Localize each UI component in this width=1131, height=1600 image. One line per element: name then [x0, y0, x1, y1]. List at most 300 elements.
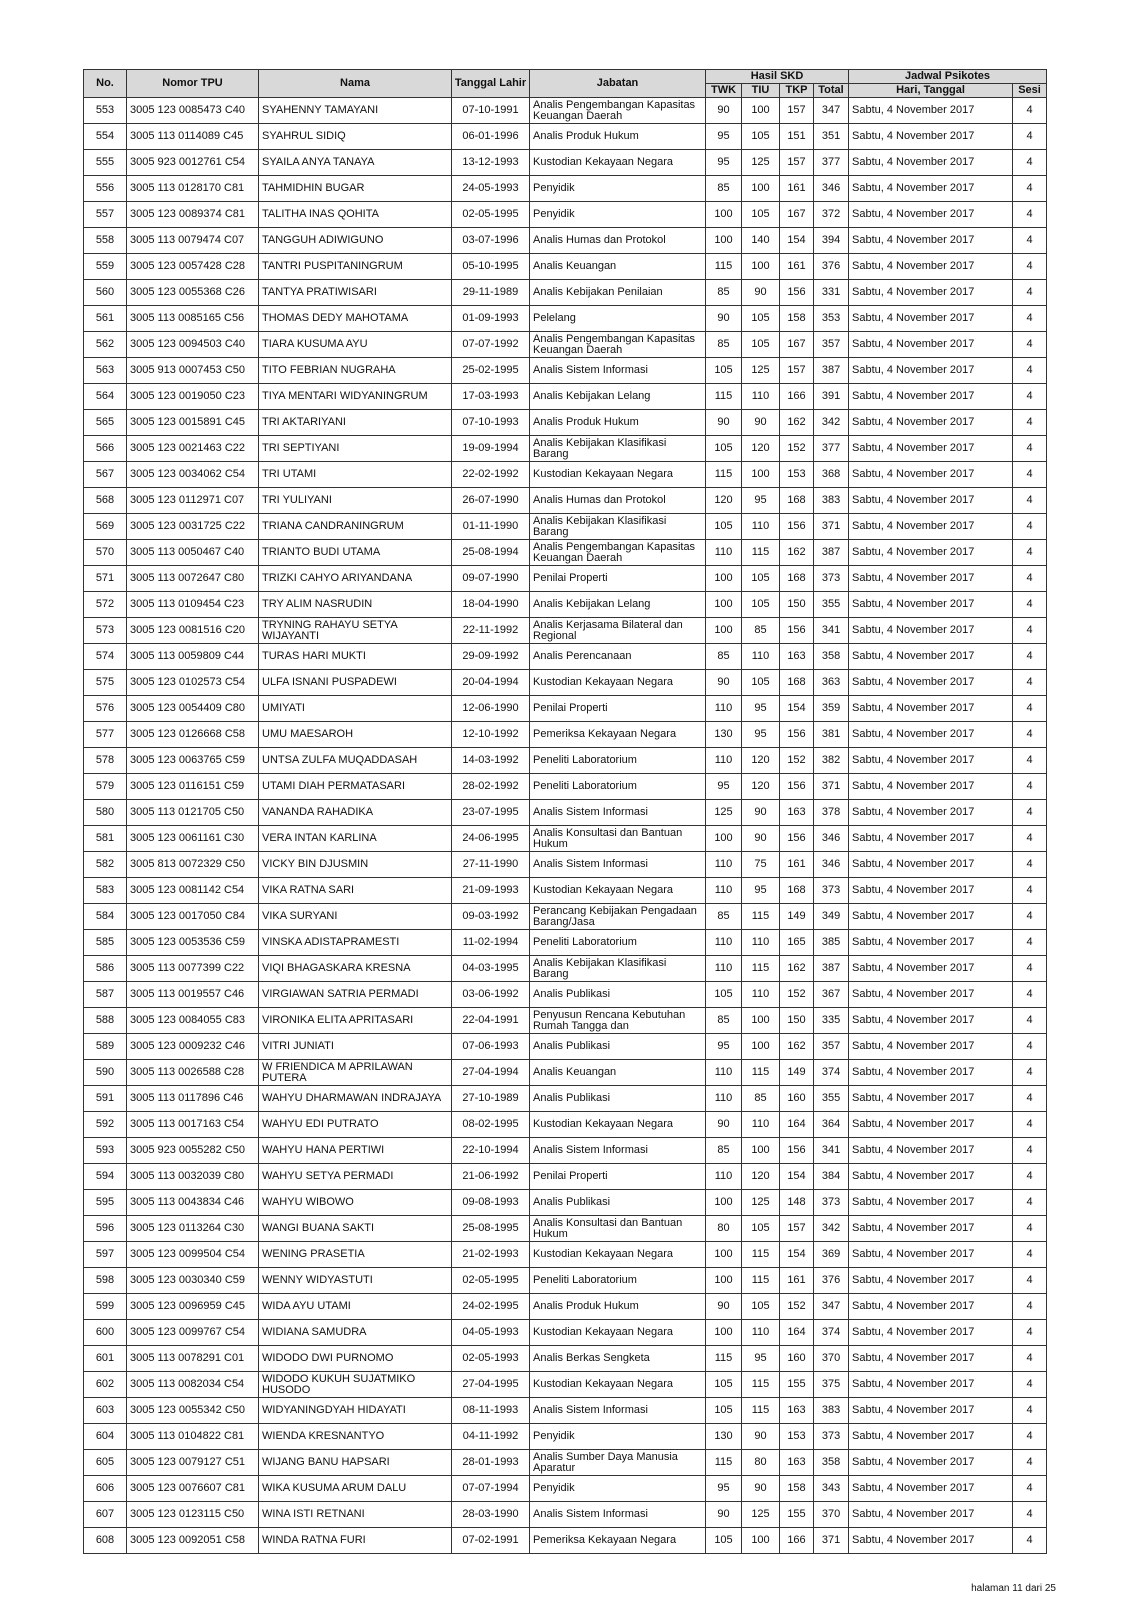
- cell-nomor-tpu: 3005 113 0121705 C50: [127, 800, 259, 826]
- cell-no: 570: [84, 540, 127, 566]
- cell-hari-tanggal: Sabtu, 4 November 2017: [849, 800, 1013, 826]
- cell-tiu: 125: [742, 150, 780, 176]
- cell-sesi: 4: [1013, 332, 1047, 358]
- cell-tiu: 110: [742, 514, 780, 540]
- cell-nomor-tpu: 3005 113 0114089 C45: [127, 124, 259, 150]
- table-row: [84, 1372, 1047, 1398]
- cell-nomor-tpu: 3005 123 0057428 C28: [127, 254, 259, 280]
- cell-twk: 105: [706, 1398, 742, 1424]
- cell-jabatan: Analis Kebijakan Lelang: [530, 384, 706, 410]
- cell-no: 606: [84, 1476, 127, 1502]
- cell-tkp: 162: [780, 956, 814, 982]
- cell-tanggal-lahir: 09-08-1993: [452, 1190, 530, 1216]
- cell-total: 371: [814, 514, 849, 540]
- cell-sesi: 4: [1013, 462, 1047, 488]
- cell-nomor-tpu: 3005 123 0017050 C84: [127, 904, 259, 930]
- cell-tiu: 105: [742, 332, 780, 358]
- table-row: [84, 488, 1047, 514]
- cell-tiu: 90: [742, 1424, 780, 1450]
- cell-sesi: 4: [1013, 150, 1047, 176]
- cell-twk: 90: [706, 410, 742, 436]
- cell-jabatan: Analis Sistem Informasi: [530, 1138, 706, 1164]
- cell-total: 358: [814, 644, 849, 670]
- cell-jabatan: Analis Pengembangan Kapasitas Keuangan Daerah: [530, 332, 706, 358]
- cell-tiu: 105: [742, 1294, 780, 1320]
- cell-twk: 115: [706, 1450, 742, 1476]
- cell-nama: WANGI BUANA SAKTI: [259, 1216, 452, 1242]
- cell-jabatan: Analis Sistem Informasi: [530, 800, 706, 826]
- cell-jabatan: Kustodian Kekayaan Negara: [530, 1112, 706, 1138]
- cell-no: 598: [84, 1268, 127, 1294]
- cell-hari-tanggal: Sabtu, 4 November 2017: [849, 384, 1013, 410]
- cell-nomor-tpu: 3005 113 0032039 C80: [127, 1164, 259, 1190]
- cell-tiu: 100: [742, 1034, 780, 1060]
- cell-tanggal-lahir: 29-09-1992: [452, 644, 530, 670]
- cell-twk: 100: [706, 228, 742, 254]
- cell-jabatan: Penyidik: [530, 202, 706, 228]
- cell-tanggal-lahir: 05-10-1995: [452, 254, 530, 280]
- cell-tiu: 115: [742, 1242, 780, 1268]
- cell-total: 358: [814, 1450, 849, 1476]
- table-row: [84, 644, 1047, 670]
- cell-hari-tanggal: Sabtu, 4 November 2017: [849, 826, 1013, 852]
- cell-jabatan: Kustodian Kekayaan Negara: [530, 150, 706, 176]
- cell-total: 335: [814, 1008, 849, 1034]
- table-row: [84, 254, 1047, 280]
- cell-no: 583: [84, 878, 127, 904]
- cell-tkp: 162: [780, 410, 814, 436]
- cell-jabatan: Pelelang: [530, 306, 706, 332]
- cell-nama: UTAMI DIAH PERMATASARI: [259, 774, 452, 800]
- cell-hari-tanggal: Sabtu, 4 November 2017: [849, 592, 1013, 618]
- cell-jabatan: Analis Sumber Daya Manusia Aparatur: [530, 1450, 706, 1476]
- cell-tanggal-lahir: 20-04-1994: [452, 670, 530, 696]
- cell-tanggal-lahir: 28-02-1992: [452, 774, 530, 800]
- cell-jabatan: Analis Berkas Sengketa: [530, 1346, 706, 1372]
- cell-no: 591: [84, 1086, 127, 1112]
- table-row: [84, 462, 1047, 488]
- cell-twk: 110: [706, 1086, 742, 1112]
- cell-nomor-tpu: 3005 113 0109454 C23: [127, 592, 259, 618]
- cell-tkp: 163: [780, 800, 814, 826]
- cell-nomor-tpu: 3005 123 0009232 C46: [127, 1034, 259, 1060]
- cell-total: 346: [814, 852, 849, 878]
- cell-nomor-tpu: 3005 123 0031725 C22: [127, 514, 259, 540]
- cell-nama: TAHMIDHIN BUGAR: [259, 176, 452, 202]
- cell-hari-tanggal: Sabtu, 4 November 2017: [849, 748, 1013, 774]
- cell-tiu: 140: [742, 228, 780, 254]
- cell-tiu: 105: [742, 566, 780, 592]
- cell-nama: TANTYA PRATIWISARI: [259, 280, 452, 306]
- cell-total: 373: [814, 1424, 849, 1450]
- cell-nama: WAHYU HANA PERTIWI: [259, 1138, 452, 1164]
- table-row: [84, 1476, 1047, 1502]
- cell-tanggal-lahir: 25-02-1995: [452, 358, 530, 384]
- cell-total: 383: [814, 1398, 849, 1424]
- cell-nomor-tpu: 3005 913 0007453 C50: [127, 358, 259, 384]
- table-row: [84, 1294, 1047, 1320]
- cell-tanggal-lahir: 27-11-1990: [452, 852, 530, 878]
- cell-tkp: 150: [780, 1008, 814, 1034]
- cell-twk: 115: [706, 1346, 742, 1372]
- cell-nama: WIJANG BANU HAPSARI: [259, 1450, 452, 1476]
- cell-tkp: 156: [780, 280, 814, 306]
- cell-hari-tanggal: Sabtu, 4 November 2017: [849, 1060, 1013, 1086]
- cell-twk: 100: [706, 566, 742, 592]
- cell-tanggal-lahir: 08-11-1993: [452, 1398, 530, 1424]
- cell-tkp: 167: [780, 332, 814, 358]
- cell-tiu: 115: [742, 1060, 780, 1086]
- cell-hari-tanggal: Sabtu, 4 November 2017: [849, 280, 1013, 306]
- cell-no: 554: [84, 124, 127, 150]
- cell-jabatan: Kustodian Kekayaan Negara: [530, 670, 706, 696]
- cell-total: 341: [814, 618, 849, 644]
- cell-sesi: 4: [1013, 1450, 1047, 1476]
- cell-total: 347: [814, 1294, 849, 1320]
- cell-sesi: 4: [1013, 1528, 1047, 1554]
- cell-tkp: 153: [780, 1424, 814, 1450]
- cell-total: 375: [814, 1372, 849, 1398]
- table-row: [84, 1086, 1047, 1112]
- cell-nomor-tpu: 3005 123 0084055 C83: [127, 1008, 259, 1034]
- cell-jabatan: Analis Kebijakan Klasifikasi Barang: [530, 514, 706, 540]
- cell-tiu: 90: [742, 410, 780, 436]
- cell-tanggal-lahir: 26-07-1990: [452, 488, 530, 514]
- cell-tkp: 157: [780, 1216, 814, 1242]
- cell-nama: WAHYU SETYA PERMADI: [259, 1164, 452, 1190]
- header-tanggal-lahir: Tanggal Lahir: [452, 70, 530, 98]
- cell-hari-tanggal: Sabtu, 4 November 2017: [849, 462, 1013, 488]
- table-row: [84, 176, 1047, 202]
- cell-nama: VIRONIKA ELITA APRITASARI: [259, 1008, 452, 1034]
- page-number: halaman 11 dari 25: [971, 1583, 1056, 1594]
- cell-no: 601: [84, 1346, 127, 1372]
- cell-tanggal-lahir: 08-02-1995: [452, 1112, 530, 1138]
- cell-tiu: 110: [742, 1112, 780, 1138]
- cell-twk: 110: [706, 540, 742, 566]
- cell-tanggal-lahir: 17-03-1993: [452, 384, 530, 410]
- cell-nomor-tpu: 3005 123 0021463 C22: [127, 436, 259, 462]
- cell-twk: 110: [706, 930, 742, 956]
- cell-tkp: 166: [780, 384, 814, 410]
- table-row: [84, 358, 1047, 384]
- cell-sesi: 4: [1013, 1294, 1047, 1320]
- cell-jabatan: Analis Sistem Informasi: [530, 1398, 706, 1424]
- cell-tiu: 105: [742, 670, 780, 696]
- cell-nomor-tpu: 3005 123 0081516 C20: [127, 618, 259, 644]
- cell-hari-tanggal: Sabtu, 4 November 2017: [849, 410, 1013, 436]
- table-row: [84, 618, 1047, 644]
- cell-nomor-tpu: 3005 123 0092051 C58: [127, 1528, 259, 1554]
- table-row: [84, 826, 1047, 852]
- table-row: [84, 1138, 1047, 1164]
- cell-total: 347: [814, 98, 849, 124]
- cell-tiu: 100: [742, 462, 780, 488]
- cell-sesi: 4: [1013, 956, 1047, 982]
- cell-total: 364: [814, 1112, 849, 1138]
- cell-sesi: 4: [1013, 1086, 1047, 1112]
- cell-hari-tanggal: Sabtu, 4 November 2017: [849, 930, 1013, 956]
- cell-twk: 90: [706, 1294, 742, 1320]
- cell-sesi: 4: [1013, 930, 1047, 956]
- cell-twk: 100: [706, 826, 742, 852]
- cell-nomor-tpu: 3005 123 0123115 C50: [127, 1502, 259, 1528]
- cell-sesi: 4: [1013, 904, 1047, 930]
- cell-tkp: 167: [780, 202, 814, 228]
- cell-tkp: 149: [780, 1060, 814, 1086]
- cell-nomor-tpu: 3005 123 0089374 C81: [127, 202, 259, 228]
- cell-sesi: 4: [1013, 1268, 1047, 1294]
- cell-hari-tanggal: Sabtu, 4 November 2017: [849, 1450, 1013, 1476]
- header-no: No.: [84, 70, 127, 98]
- cell-tanggal-lahir: 27-04-1994: [452, 1060, 530, 1086]
- cell-nama: VIKA RATNA SARI: [259, 878, 452, 904]
- cell-jabatan: Peneliti Laboratorium: [530, 1268, 706, 1294]
- cell-sesi: 4: [1013, 1008, 1047, 1034]
- cell-jabatan: Penilai Properti: [530, 696, 706, 722]
- cell-no: 573: [84, 618, 127, 644]
- cell-total: 376: [814, 1268, 849, 1294]
- cell-hari-tanggal: Sabtu, 4 November 2017: [849, 644, 1013, 670]
- table-row: [84, 592, 1047, 618]
- cell-nama: TRYNING RAHAYU SETYA WIJAYANTI: [259, 618, 452, 644]
- cell-twk: 105: [706, 1528, 742, 1554]
- cell-hari-tanggal: Sabtu, 4 November 2017: [849, 176, 1013, 202]
- cell-jabatan: Perancang Kebijakan Pengadaan Barang/Jasa: [530, 904, 706, 930]
- cell-tanggal-lahir: 09-07-1990: [452, 566, 530, 592]
- cell-tkp: 152: [780, 1294, 814, 1320]
- cell-tiu: 95: [742, 722, 780, 748]
- cell-no: 608: [84, 1528, 127, 1554]
- cell-hari-tanggal: Sabtu, 4 November 2017: [849, 1086, 1013, 1112]
- cell-jabatan: Kustodian Kekayaan Negara: [530, 462, 706, 488]
- cell-nama: VERA INTAN KARLINA: [259, 826, 452, 852]
- cell-nama: SYAHENNY TAMAYANI: [259, 98, 452, 124]
- cell-twk: 95: [706, 774, 742, 800]
- table-row: [84, 332, 1047, 358]
- cell-sesi: 4: [1013, 1164, 1047, 1190]
- cell-twk: 100: [706, 1320, 742, 1346]
- cell-twk: 110: [706, 878, 742, 904]
- cell-hari-tanggal: Sabtu, 4 November 2017: [849, 124, 1013, 150]
- cell-twk: 115: [706, 384, 742, 410]
- cell-sesi: 4: [1013, 1242, 1047, 1268]
- cell-tkp: 166: [780, 1528, 814, 1554]
- cell-tanggal-lahir: 07-10-1991: [452, 98, 530, 124]
- cell-jabatan: Penyidik: [530, 1424, 706, 1450]
- cell-sesi: 4: [1013, 852, 1047, 878]
- cell-nama: TITO FEBRIAN NUGRAHA: [259, 358, 452, 384]
- cell-nomor-tpu: 3005 123 0076607 C81: [127, 1476, 259, 1502]
- cell-hari-tanggal: Sabtu, 4 November 2017: [849, 1008, 1013, 1034]
- cell-sesi: 4: [1013, 1138, 1047, 1164]
- cell-tiu: 90: [742, 800, 780, 826]
- cell-no: 599: [84, 1294, 127, 1320]
- candidate-table: [83, 69, 1047, 1554]
- cell-sesi: 4: [1013, 124, 1047, 150]
- cell-no: 585: [84, 930, 127, 956]
- cell-nomor-tpu: 3005 123 0061161 C30: [127, 826, 259, 852]
- cell-twk: 90: [706, 1112, 742, 1138]
- cell-no: 566: [84, 436, 127, 462]
- cell-no: 580: [84, 800, 127, 826]
- cell-jabatan: Analis Kebijakan Lelang: [530, 592, 706, 618]
- cell-nomor-tpu: 3005 113 0077399 C22: [127, 956, 259, 982]
- cell-hari-tanggal: Sabtu, 4 November 2017: [849, 254, 1013, 280]
- cell-tiu: 120: [742, 774, 780, 800]
- cell-twk: 130: [706, 722, 742, 748]
- cell-nama: TRI SEPTIYANI: [259, 436, 452, 462]
- cell-hari-tanggal: Sabtu, 4 November 2017: [849, 488, 1013, 514]
- cell-no: 557: [84, 202, 127, 228]
- cell-no: 594: [84, 1164, 127, 1190]
- cell-nama: UMU MAESAROH: [259, 722, 452, 748]
- cell-nama: TALITHA INAS QOHITA: [259, 202, 452, 228]
- cell-tiu: 125: [742, 358, 780, 384]
- cell-tiu: 90: [742, 1476, 780, 1502]
- cell-tkp: 160: [780, 1346, 814, 1372]
- cell-nomor-tpu: 3005 123 0096959 C45: [127, 1294, 259, 1320]
- cell-no: 584: [84, 904, 127, 930]
- cell-tanggal-lahir: 03-06-1992: [452, 982, 530, 1008]
- cell-sesi: 4: [1013, 566, 1047, 592]
- table-row: [84, 1164, 1047, 1190]
- cell-sesi: 4: [1013, 1476, 1047, 1502]
- header-hasil-skd: Hasil SKD: [706, 70, 849, 84]
- cell-sesi: 4: [1013, 384, 1047, 410]
- cell-sesi: 4: [1013, 488, 1047, 514]
- table-row: [84, 1320, 1047, 1346]
- cell-jabatan: Analis Kerjasama Bilateral dan Regional: [530, 618, 706, 644]
- cell-nomor-tpu: 3005 123 0054409 C80: [127, 696, 259, 722]
- cell-twk: 105: [706, 982, 742, 1008]
- cell-jabatan: Kustodian Kekayaan Negara: [530, 878, 706, 904]
- cell-jabatan: Kustodian Kekayaan Negara: [530, 1372, 706, 1398]
- table-row: [84, 774, 1047, 800]
- cell-tiu: 100: [742, 1008, 780, 1034]
- cell-tanggal-lahir: 19-09-1994: [452, 436, 530, 462]
- header-total: Total: [814, 84, 849, 98]
- cell-nama: TRY ALIM NASRUDIN: [259, 592, 452, 618]
- cell-tkp: 158: [780, 306, 814, 332]
- cell-jabatan: Penyusun Rencana Kebutuhan Rumah Tangga dan: [530, 1008, 706, 1034]
- cell-nama: ULFA ISNANI PUSPADEWI: [259, 670, 452, 696]
- cell-nomor-tpu: 3005 113 0019557 C46: [127, 982, 259, 1008]
- cell-nama: WENING PRASETIA: [259, 1242, 452, 1268]
- cell-no: 563: [84, 358, 127, 384]
- cell-nomor-tpu: 3005 113 0117896 C46: [127, 1086, 259, 1112]
- cell-sesi: 4: [1013, 176, 1047, 202]
- cell-tiu: 115: [742, 1398, 780, 1424]
- cell-total: 394: [814, 228, 849, 254]
- cell-sesi: 4: [1013, 1398, 1047, 1424]
- cell-twk: 85: [706, 280, 742, 306]
- cell-tkp: 156: [780, 514, 814, 540]
- cell-total: 373: [814, 878, 849, 904]
- cell-no: 588: [84, 1008, 127, 1034]
- cell-nomor-tpu: 3005 123 0055342 C50: [127, 1398, 259, 1424]
- cell-twk: 110: [706, 852, 742, 878]
- cell-tkp: 168: [780, 566, 814, 592]
- cell-nama: WIDA AYU UTAMI: [259, 1294, 452, 1320]
- cell-no: 581: [84, 826, 127, 852]
- cell-tanggal-lahir: 22-10-1994: [452, 1138, 530, 1164]
- cell-tiu: 90: [742, 280, 780, 306]
- cell-twk: 125: [706, 800, 742, 826]
- cell-nomor-tpu: 3005 113 0026588 C28: [127, 1060, 259, 1086]
- cell-hari-tanggal: Sabtu, 4 November 2017: [849, 1164, 1013, 1190]
- cell-tiu: 95: [742, 878, 780, 904]
- cell-jabatan: Pemeriksa Kekayaan Negara: [530, 722, 706, 748]
- cell-hari-tanggal: Sabtu, 4 November 2017: [849, 878, 1013, 904]
- cell-tanggal-lahir: 02-05-1995: [452, 202, 530, 228]
- cell-no: 605: [84, 1450, 127, 1476]
- cell-no: 603: [84, 1398, 127, 1424]
- cell-nomor-tpu: 3005 113 0017163 C54: [127, 1112, 259, 1138]
- cell-sesi: 4: [1013, 722, 1047, 748]
- cell-nomor-tpu: 3005 113 0059809 C44: [127, 644, 259, 670]
- table-row: [84, 228, 1047, 254]
- cell-tkp: 162: [780, 540, 814, 566]
- cell-sesi: 4: [1013, 98, 1047, 124]
- cell-twk: 85: [706, 176, 742, 202]
- cell-tkp: 151: [780, 124, 814, 150]
- cell-hari-tanggal: Sabtu, 4 November 2017: [849, 150, 1013, 176]
- table-body: [84, 98, 1047, 1554]
- cell-no: 555: [84, 150, 127, 176]
- cell-hari-tanggal: Sabtu, 4 November 2017: [849, 1320, 1013, 1346]
- table-row: [84, 1268, 1047, 1294]
- table-row: [84, 1450, 1047, 1476]
- table-row: [84, 1502, 1047, 1528]
- cell-jabatan: Penyidik: [530, 1476, 706, 1502]
- cell-nomor-tpu: 3005 123 0094503 C40: [127, 332, 259, 358]
- cell-total: 383: [814, 488, 849, 514]
- cell-tanggal-lahir: 04-05-1993: [452, 1320, 530, 1346]
- cell-total: 355: [814, 592, 849, 618]
- cell-total: 341: [814, 1138, 849, 1164]
- cell-hari-tanggal: Sabtu, 4 November 2017: [849, 1398, 1013, 1424]
- cell-sesi: 4: [1013, 1190, 1047, 1216]
- cell-tkp: 160: [780, 1086, 814, 1112]
- table-row: [84, 1528, 1047, 1554]
- cell-tiu: 100: [742, 1138, 780, 1164]
- cell-twk: 110: [706, 696, 742, 722]
- header-twk: TWK: [706, 84, 742, 98]
- cell-tkp: 156: [780, 618, 814, 644]
- cell-tanggal-lahir: 28-03-1990: [452, 1502, 530, 1528]
- cell-tiu: 110: [742, 384, 780, 410]
- cell-tanggal-lahir: 04-11-1992: [452, 1424, 530, 1450]
- cell-hari-tanggal: Sabtu, 4 November 2017: [849, 1190, 1013, 1216]
- cell-nama: SYAHRUL SIDIQ: [259, 124, 452, 150]
- cell-no: 589: [84, 1034, 127, 1060]
- cell-nomor-tpu: 3005 113 0079474 C07: [127, 228, 259, 254]
- cell-nomor-tpu: 3005 123 0030340 C59: [127, 1268, 259, 1294]
- cell-total: 387: [814, 956, 849, 982]
- cell-hari-tanggal: Sabtu, 4 November 2017: [849, 982, 1013, 1008]
- cell-sesi: 4: [1013, 1034, 1047, 1060]
- cell-tkp: 152: [780, 982, 814, 1008]
- table-row: [84, 800, 1047, 826]
- cell-no: 574: [84, 644, 127, 670]
- cell-total: 342: [814, 1216, 849, 1242]
- cell-twk: 130: [706, 1424, 742, 1450]
- cell-nama: VIQI BHAGASKARA KRESNA: [259, 956, 452, 982]
- cell-total: 376: [814, 254, 849, 280]
- cell-no: 596: [84, 1216, 127, 1242]
- cell-jabatan: Pemeriksa Kekayaan Negara: [530, 1528, 706, 1554]
